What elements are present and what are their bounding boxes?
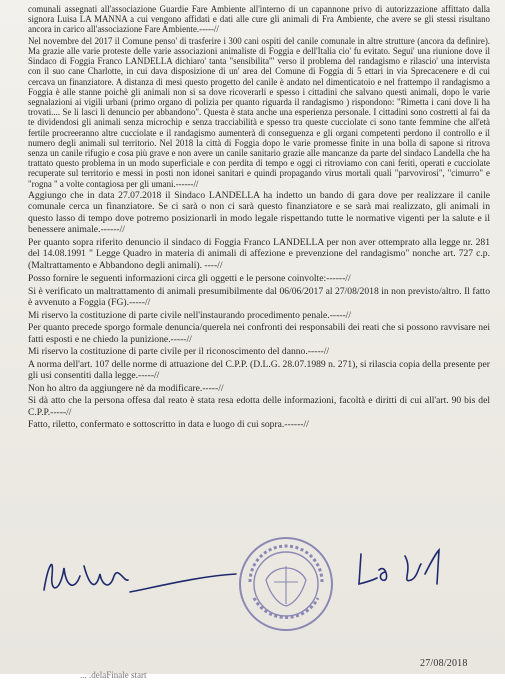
document-body [28, 4, 490, 432]
paragraph-facts: Si è verificato un maltrattamento di animali presumibilmente dal 06/06/2017 al 27/08/2018 in non previsto/altro. Il fatto è avvenuto a Foggia (FG).-----// [28, 285, 490, 309]
paragraph-signed: Fatto, riletto, confermato e sottoscritto in data e luogo di cui sopra.------// [28, 419, 309, 431]
paragraph-tender: Aggiungo che in data 27.07.2018 il Sindaco LANDELLA ha indetto un bando di gara dove per realizzare il canile comunale cerca un finanziatore. Se ci sarà o non ci sarà questo finanziatore e se sarà mai realizzato, gli animali in questo lasso di tempo dove potremo posizionarli in modo legale rispettando tutte le normative vigenti per la salute e il benessere animale.------// [28, 190, 490, 236]
document-date: 27/08/2018 [420, 658, 468, 669]
paragraph-nothing-to-add: Non ho altro da aggiungere nè da modificare.-----// [28, 382, 224, 394]
paragraph-history: Nel novembre del 2017 il Comune penso' di trasferire i 300 cani ospiti del canile comunale in altre strutture (ancora da definire). Ma grazie alle varie proteste delle varie associazioni animaliste di Foggia e dell'Italia cio' fu evitato. Segui' una riunione dove il Sindaco di Foggia Franco LANDELLA dichiaro' tanta "sensibilita'" verso il problema del randagismo e rilascio' una intervista con il suo cane Charlotte, in cui dava disposizione di un' area del Comune di Foggia di 5 ettari in via Sprecacenere e di cui cercava un finanziatore. A distanza di mesi questo progetto del canile è andato nel dimenticatoio e nel frattempo il randagismo a Foggia è alle stanne poichè gli animali non si sa dove ricoverarli e spesso i cittadini che salvano questi animali, dopo le varie segnalazioni ai vigili urbani (primo organo di polizia per quanto riguarda il randagismo ) rispondono: "Rimetta i cani dove li ha trovati.... Se li lasci li denuncio per abbandono". Questa è stata anche una esperienza personale. I cittadini sono costretti al fai da te dividendosi gli animali senza microchip e senza tracciabilità e spesso tra queste cucciolate ci sono tante femmine che all'età fertile procreeranno altre cucciolate e il randagismo aumenterà di conseguenza e gli organi competenti perdono il controllo e il numero degli animali sul territorio. Nel 2018 la città di Foggia dopo le varie promesse finite in una bolla di sapone si ritrova senza un canile rifugio e cosa più grave e non avere un canile sanitario grazie alle mancanze da parte del sindaco Landella che ha trattato questo problema in un modo superficiale e con perdita di tempo e oggi ci ritroviamo con cani feriti, operati e cucciolate recuperate sul territorio e messi in posti non idonei sanitari e quindi propagando virus mortali quali "parvovirosi", "cimurro" e "rogna " a volte contagiosa per gli umani.------// [28, 35, 490, 189]
signature-area [0, 530, 505, 680]
paragraph-information: Posso fornire le seguenti informazioni circa gli oggetti e le persone coinvolte:------// [28, 273, 351, 285]
footer-fragment: ... .delaFinale start [80, 670, 147, 680]
paragraph-accusation: Per quanto sopra riferito denuncio il sindaco di Foggia Franco LANDELLA per non aver ottemprato alla legge nr. 281 del 14.08.1991 " Legge Quadro in materia di animali di affezione e prevenzione del randagismo" nonche art. 727 c.p. (Maltrattamento e Abbandono degli animali). ----// [28, 236, 490, 271]
official-stamp [236, 534, 336, 634]
paragraph-damages: Mi riservo la costituzione di parte civile per il riconoscimento del danno.-----// [28, 346, 330, 358]
paragraph-intro: comunali assegnati all'associazione Guardie Fare Ambiente all'interno di un capannone privo di autorizzazione affittato dalla signora Luisa LA MANNA a cui vengono affidati e dati alle cure gli animali di Fra Ambiente, che avere se gli stessi risultano ancora in carico all'associazione Fare Ambiente.-----// [28, 4, 490, 35]
paragraph-copy: A norma dell'art. 107 delle norme di attuazione del C.P.P. (D.L.G. 28.07.1989 n. 271), si rilascia copia della presente per gli usi consentiti dalla legge.-----// [28, 358, 490, 382]
signature-right [355, 544, 475, 594]
paragraph-civil-party: Mi riservo la costituzione di parte civile nell'instaurando procedimento penale.-----// [28, 309, 352, 321]
signature-left [40, 546, 240, 606]
paragraph-complaint: Per quanto precede sporgo formale denuncia/querela nei confronti dei responsabili dei reati che si possono ravvisare nei fatti esposti e ne chiedo la punizione.-----// [28, 322, 490, 345]
paragraph-rights: Si dà atto che la persona offesa dal reato è stata resa edotta delle informazioni, facoltà e diritti di cui all'art. 90 bis del C.P.P.-----// [28, 395, 490, 418]
